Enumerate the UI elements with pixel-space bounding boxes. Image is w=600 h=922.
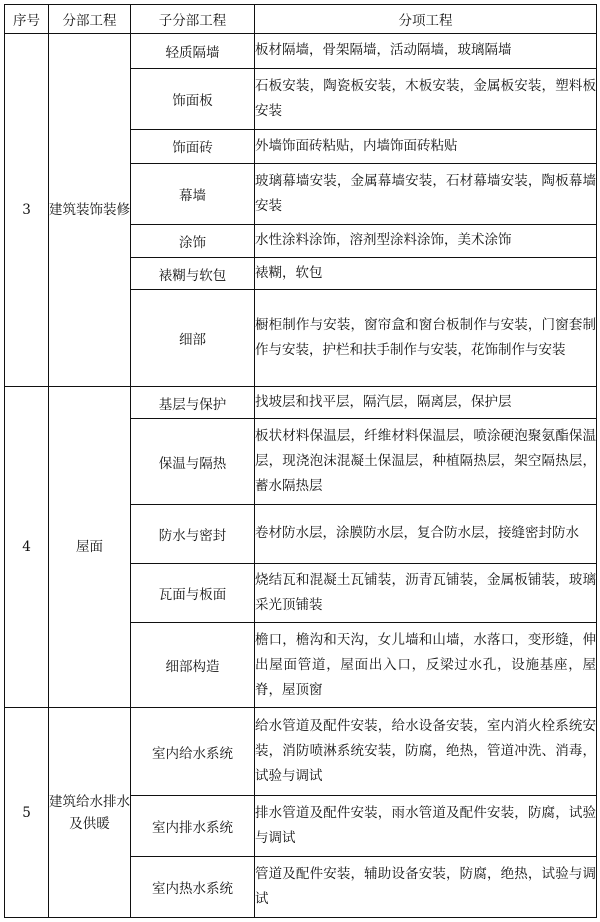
item-list: 板材隔墙，骨架隔墙，活动隔墙，玻璃隔墙 (255, 34, 597, 69)
item-list: 烧结瓦和混凝土瓦铺装，沥青瓦铺装，金属板铺装，玻璃采光顶铺装 (255, 563, 597, 622)
subdivision-name: 饰面板 (131, 68, 255, 129)
row-number: 5 (5, 708, 49, 918)
item-list: 橱柜制作与安装，窗帘盒和窗台板制作与安装，门窗套制作与安装，护栏和扶手制作与安装，花饰制作与安装 (255, 290, 597, 387)
subdivision-name: 细部构造 (131, 622, 255, 707)
subdivision-name: 饰面砖 (131, 129, 255, 164)
header-subdivision: 子分部工程 (131, 5, 255, 34)
subdivision-name: 防水与密封 (131, 504, 255, 563)
subdivision-name: 室内热水系统 (131, 856, 255, 917)
header-row (5, 5, 597, 34)
division-name: 建筑装饰装修 (49, 34, 131, 387)
item-list: 管道及配件安装，辅助设备安装，防腐，绝热，试验与调试 (255, 856, 597, 917)
subdivision-name: 裱糊与软包 (131, 257, 255, 290)
item-list: 找坡层和找平层，隔汽层，隔离层，保护层 (255, 386, 597, 419)
subdivision-name: 细部 (131, 290, 255, 387)
subdivision-name: 基层与保护 (131, 386, 255, 419)
item-list: 排水管道及配件安装，雨水管道及配件安装，防腐，试验与调试 (255, 795, 597, 856)
table-row (5, 386, 597, 419)
division-name: 建筑给水排水及供暖 (49, 708, 131, 918)
item-list: 玻璃幕墙安装，金属幕墙安装，石材幕墙安装，陶板幕墙安装 (255, 164, 597, 225)
item-list: 卷材防水层，涂膜防水层，复合防水层，接缝密封防水 (255, 504, 597, 563)
subdivision-name: 涂饰 (131, 225, 255, 258)
item-list: 给水管道及配件安装，给水设备安装，室内消火栓系统安装，消防喷淋系统安装，防腐，绝热，管道冲洗、消毒，试验与调试 (255, 708, 597, 795)
division-name: 屋面 (49, 386, 131, 707)
item-list: 檐口，檐沟和天沟，女儿墙和山墙，水落口，变形缝，伸出屋面管道，屋面出入口，反梁过水孔，设施基座，屋脊，屋顶窗 (255, 622, 597, 707)
header-division: 分部工程 (49, 5, 131, 34)
item-list: 外墙饰面砖粘贴，内墙饰面砖粘贴 (255, 129, 597, 164)
subdivision-name: 幕墙 (131, 164, 255, 225)
table-row (5, 708, 597, 795)
subdivision-name: 保温与隔热 (131, 419, 255, 504)
item-list: 石板安装，陶瓷板安装，木板安装，金属板安装，塑料板安装 (255, 68, 597, 129)
subdivision-name: 室内给水系统 (131, 708, 255, 795)
header-no: 序号 (5, 5, 49, 34)
row-number: 3 (5, 34, 49, 387)
subdivision-name: 瓦面与板面 (131, 563, 255, 622)
row-number: 4 (5, 386, 49, 707)
item-list: 水性涂料涂饰，溶剂型涂料涂饰，美术涂饰 (255, 225, 597, 258)
table-row (5, 34, 597, 69)
subdivision-name: 室内排水系统 (131, 795, 255, 856)
header-items: 分项工程 (255, 5, 597, 34)
construction-division-table (4, 4, 597, 918)
subdivision-name: 轻质隔墙 (131, 34, 255, 69)
item-list: 板状材料保温层，纤维材料保温层，喷涂硬泡聚氨酯保温层，现浇泡沫混凝土保温层，种植隔热层，架空隔热层，蓄水隔热层 (255, 419, 597, 504)
item-list: 裱糊，软包 (255, 257, 597, 290)
